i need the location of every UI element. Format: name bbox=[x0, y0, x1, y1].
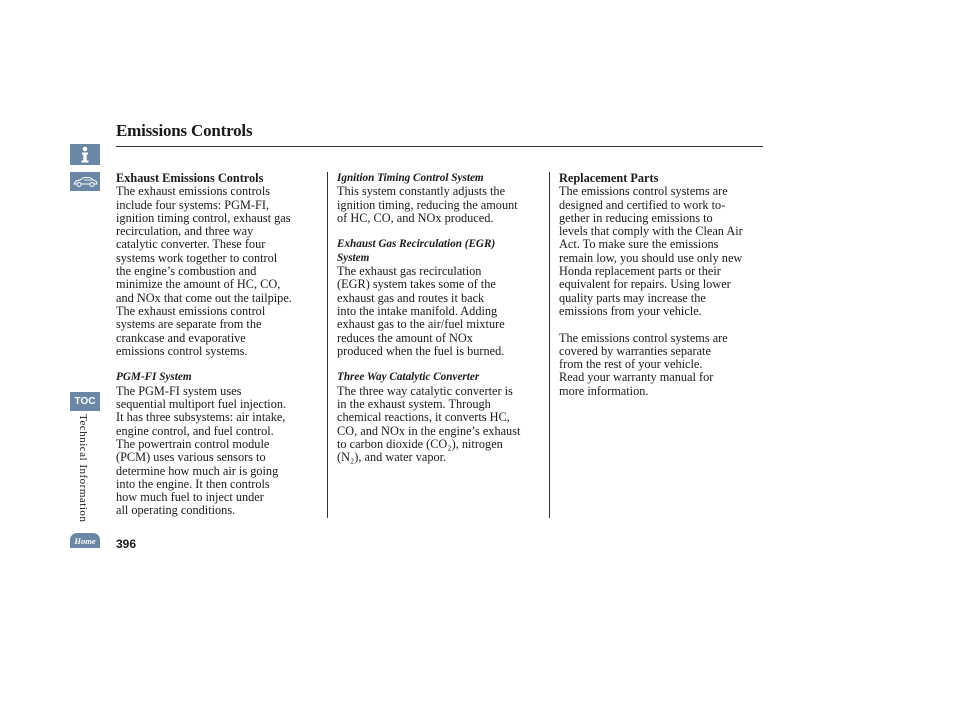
heading-egr-system: Exhaust Gas Recirculation (EGR) System bbox=[337, 238, 496, 264]
column-2 bbox=[337, 172, 545, 465]
section-label: Technical Information bbox=[77, 414, 89, 523]
info-button[interactable] bbox=[70, 144, 100, 165]
heading-pgm-fi-system: PGM-FI System bbox=[116, 371, 192, 384]
heading-replacement-parts: Replacement Parts bbox=[559, 171, 659, 185]
paragraph-warranty: The emissions control systems are covered by warranties separate from the rest of your vehicle. Read your warranty manual for more information. bbox=[559, 330, 728, 398]
page-title: Emissions Controls bbox=[116, 121, 253, 140]
toc-button[interactable]: TOC bbox=[70, 392, 100, 411]
car-icon bbox=[70, 172, 100, 191]
home-button[interactable]: Home bbox=[70, 533, 100, 548]
title-divider bbox=[116, 146, 763, 147]
vehicle-button[interactable] bbox=[70, 172, 100, 191]
paragraph-egr: The exhaust gas recirculation (EGR) system takes some of the exhaust gas and routes it back into the intake manifold. Adding exhaust gas to the air/fuel mixture reduces the amount of NOx produced when the fuel is burned. bbox=[337, 264, 505, 358]
column-divider-2 bbox=[549, 172, 550, 518]
heading-exhaust-emissions-controls: Exhaust Emissions Controls bbox=[116, 171, 264, 185]
page-number: 396 bbox=[116, 537, 137, 551]
paragraph-ignition-timing: This system constantly adjusts the ignition timing, reducing the amount of HC, CO, and NOx produced. bbox=[337, 184, 518, 225]
heading-catalytic-converter: Three Way Catalytic Converter bbox=[337, 371, 480, 384]
column-3 bbox=[559, 172, 764, 398]
column-1 bbox=[116, 172, 321, 518]
heading-ignition-timing: Ignition Timing Control System bbox=[337, 172, 484, 184]
paragraph-catalytic-converter: The three way catalytic converter is in the exhaust system. Through chemical reactions, it converts HC, CO, and NOx in the engine’s exhaust to carbon dioxide (CO₂), nitrogen (N₂), and water vapor. bbox=[337, 383, 521, 465]
paragraph-replacement-parts: The emissions control systems are designed and certified to work to- gether in reducing emissions to levels that comply with the Clean Air Act. To make sure the emissions remain low, you should use only new Honda replacement parts or their equivalent for repairs. Using lower quality parts may increase the emissions from your vehicle. bbox=[559, 184, 743, 318]
paragraph-exhaust-emissions: The exhaust emissions controls include four systems: PGM-FI, ignition timing control, exhaust gas recirculation, and three way catalytic converter. These four systems work together to control the engine’s combustion and minimize the amount of HC, CO, and NOx that come out the tailpipe. The exhaust emissions control systems are separate from the crankcase and evaporative emissions control systems. bbox=[116, 184, 292, 358]
paragraph-pgm-fi: The PGM-FI system uses sequential multiport fuel injection. It has three subsystems: air intake, engine control, and fuel control. The powertrain control module (PCM) uses various sensors to determine how much air is going into the engine. It then controls how much fuel to inject under all operating conditions. bbox=[116, 383, 287, 518]
column-divider-1 bbox=[327, 172, 328, 518]
info-icon bbox=[70, 144, 100, 165]
